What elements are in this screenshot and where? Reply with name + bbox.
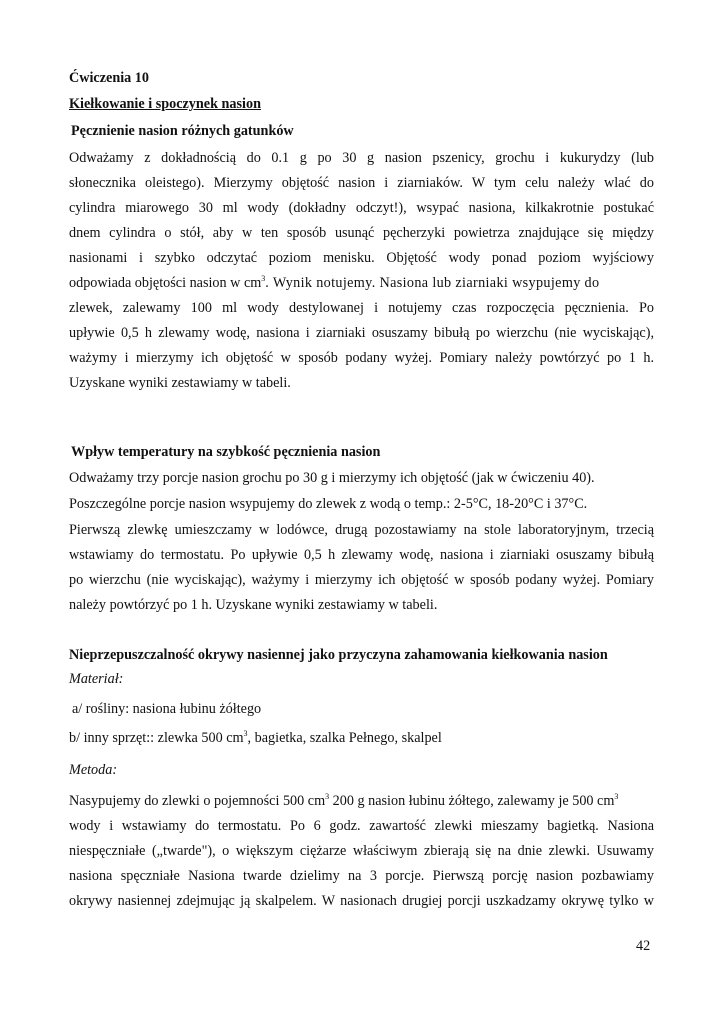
- paragraph-line: cylindra miarowego 30 ml wody (dokładny odczyt!), wsypać nasiona, kilkakrotnie postukać: [69, 200, 654, 216]
- paragraph-line: ważymy i mierzymy ich objętość w sposób podany wyżej. Pomiary należy powtórzyć po 1 h.: [69, 350, 654, 366]
- paragraph-line: Poszczególne porcje nasion wsypujemy do zlewek z wodą o temp.: 2-5°C, 18-20°C i 37°C.: [69, 496, 588, 512]
- material-item-a: a/ rośliny: nasiona łubinu żółtego: [72, 701, 262, 717]
- superscript: 3: [614, 792, 619, 801]
- exercise-title: Ćwiczenia 10: [69, 70, 149, 86]
- text-span: , bagietka, szalka Pełnego, skalpel: [247, 730, 442, 746]
- text-span: . Wynik notujemy. Nasiona lub ziarniaki wsypujemy do: [265, 275, 600, 291]
- text-span: odpowiada objętości nasion w cm: [69, 275, 262, 291]
- paragraph-line: Pierwszą zlewkę umieszczamy w lodówce, drugą pozostawiamy na stole laboratoryjnym, trzecią: [69, 522, 654, 538]
- material-item-b: [69, 729, 442, 747]
- superscript: 3: [243, 729, 248, 738]
- section-heading-temperature: Wpływ temperatury na szybkość pęcznienia nasion: [71, 444, 381, 460]
- paragraph-line: dnem cylindra o stół, aby w ten sposób usunąć pęcherzyki powietrza znajdujące się między: [69, 225, 654, 241]
- paragraph-line: nasiona spęczniałe Nasiona twarde dzielimy na 3 porcje. Pierwszą porcję nasion pozbawiamy: [69, 868, 654, 884]
- paragraph-line: słonecznika oleistego). Mierzymy objętość nasion i ziarniaków. W tym celu należy wlać do: [69, 175, 654, 191]
- text-span: Nasypujemy do zlewki o pojemności 500 cm: [69, 793, 326, 809]
- section-heading-swelling: Pęcznienie nasion różnych gatunków: [71, 123, 294, 139]
- exercise-subtitle: Kiełkowanie i spoczynek nasion: [69, 96, 261, 112]
- paragraph-line: zlewek, zalewamy 100 ml wody destylowanej i notujemy czas rozpoczęcia pęcznienia. Po: [69, 300, 654, 316]
- text-span: b/ inny sprzęt:: zlewka 500 cm: [69, 730, 244, 746]
- paragraph-line: niespęczniałe („twarde"), o większym ciężarze właściwym zbierają się na dnie zlewki. Usuwamy: [69, 843, 654, 859]
- paragraph-line: Odważamy trzy porcje nasion grochu po 30 g i mierzymy ich objętość (jak w ćwiczeniu 40).: [69, 470, 595, 486]
- material-label: Materiał:: [69, 671, 124, 687]
- paragraph-line: wstawiamy do termostatu. Po upływie 0,5 h zlewamy wodę, nasiona i ziarniaki osuszamy bibułą: [69, 547, 654, 563]
- paragraph-line: należy powtórzyć po 1 h. Uzyskane wyniki zestawiamy w tabeli.: [69, 597, 438, 613]
- section-heading-seed-coat: Nieprzepuszczalność okrywy nasiennej jako przyczyna zahamowania kiełkowania nasion: [69, 647, 608, 663]
- superscript: 3: [325, 792, 330, 801]
- superscript: 3: [261, 274, 266, 283]
- paragraph-line: [69, 274, 654, 292]
- paragraph-line: po wierzchu (nie wyciskając), ważymy i mierzymy ich objętość w sposób podany wyżej. Pomiary: [69, 572, 654, 588]
- paragraph-line: upływie 0,5 h zlewamy wodę, nasiona i ziarniaki osuszamy bibułą po wierzchu (nie wyciskając),: [69, 325, 654, 341]
- text-span: 200 g nasion łubinu żółtego, zalewamy je 500 cm: [329, 793, 615, 809]
- page-number: 42: [636, 938, 651, 954]
- paragraph-line: okrywy nasiennej zdejmując ją skalpelem. W nasionach drugiej porcji uszkadzamy okrywę tylko w: [69, 893, 654, 909]
- paragraph-line: nasionami i szybko odczytać poziom menisku. Objętość wody ponad poziom wyjściowy: [69, 250, 654, 266]
- paragraph-line: Uzyskane wyniki zestawiamy w tabeli.: [69, 375, 291, 391]
- paragraph-line: Odważamy z dokładnością do 0.1 g po 30 g nasion pszenicy, grochu i kukurydzy (lub: [69, 150, 654, 166]
- paragraph-line: wody i wstawiamy do termostatu. Po 6 godz. zawartość zlewki mieszamy bagietką. Nasiona: [69, 818, 654, 834]
- method-label: Metoda:: [69, 762, 118, 778]
- paragraph-line: [69, 792, 654, 810]
